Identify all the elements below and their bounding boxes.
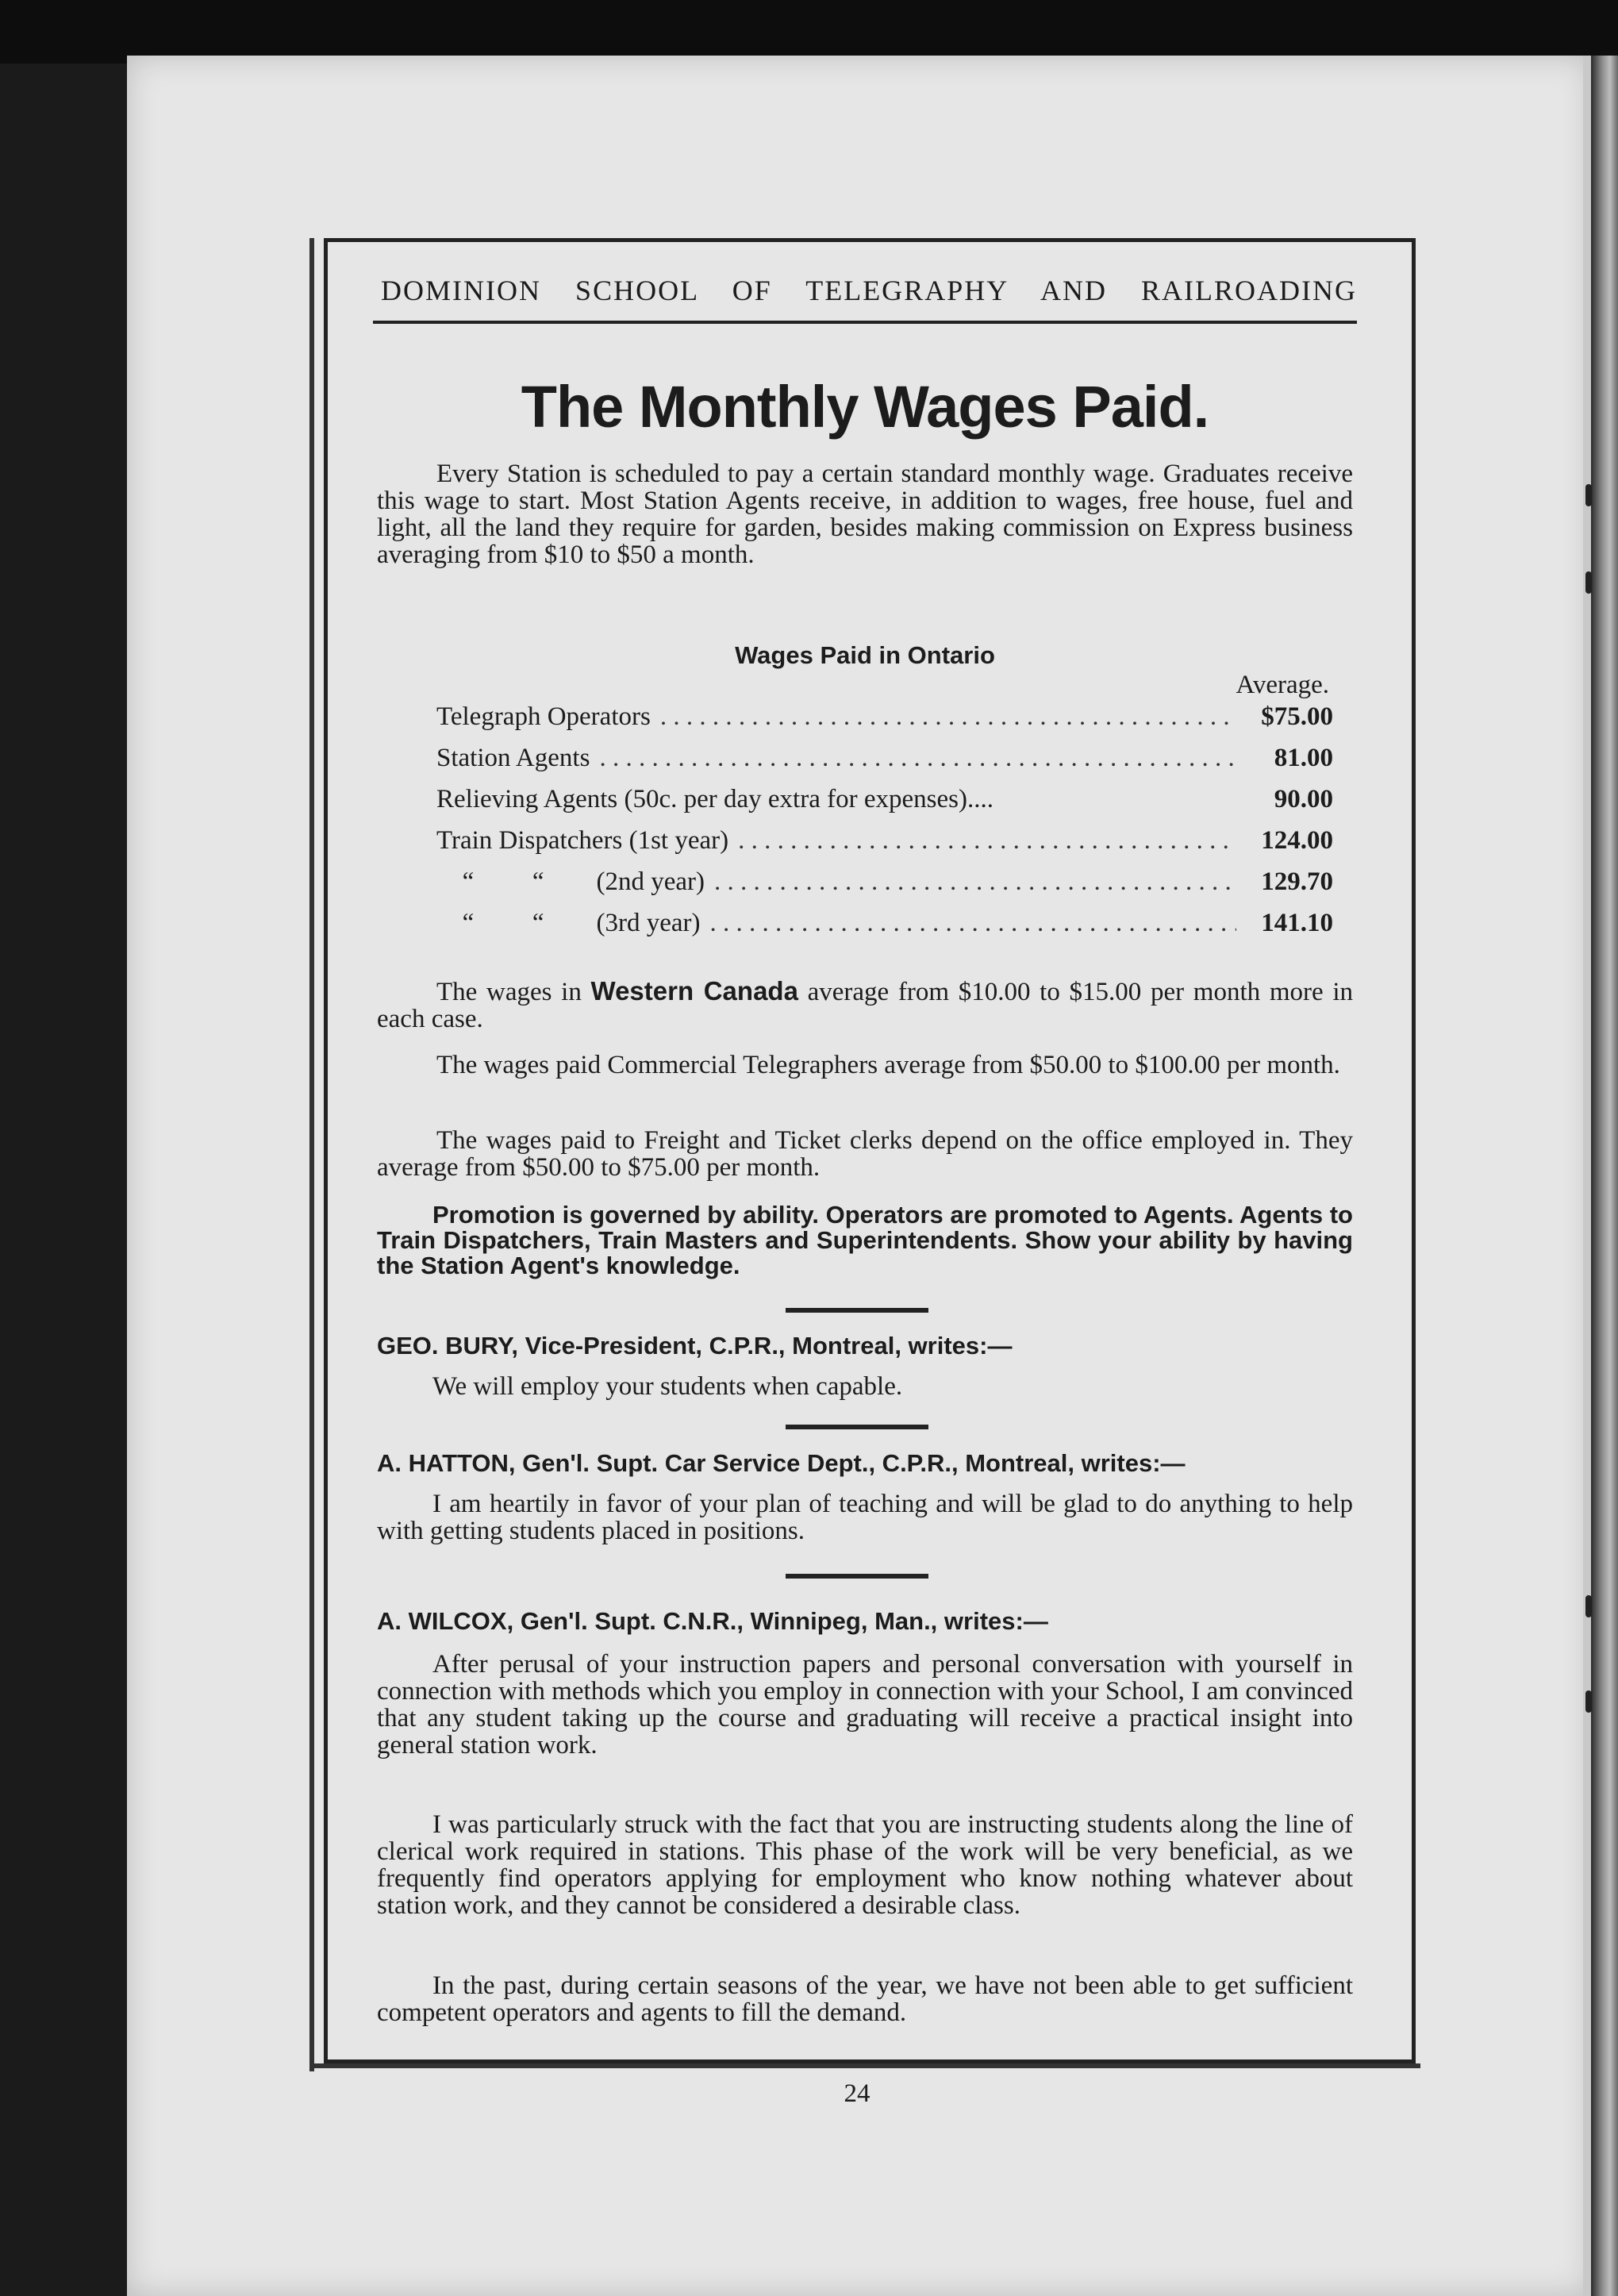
table-row (436, 826, 1333, 858)
row-value: 124.00 (1261, 826, 1333, 855)
leader-dots (710, 909, 1236, 938)
freight-paragraph: The wages paid to Freight and Ticket clerks depend on the office employed in. They average from $50.00 to $75.00 per month. (377, 1126, 1353, 1182)
header-rule (373, 321, 1357, 324)
row-value: 81.00 (1274, 744, 1333, 772)
row-label (436, 867, 705, 897)
testimonial-writer: A. HATTON, Gen'l. Supt. Car Service Dept., C.P.R., Montreal, writes:— (377, 1449, 1186, 1477)
table-row (436, 744, 1333, 775)
testimonial-writer: A. WILCOX, Gen'l. Supt. C.N.R., Winnipeg, Man., writes:— (377, 1607, 1048, 1635)
promotion-paragraph: Promotion is governed by ability. Operators are promoted to Agents. Agents to Train Dispatchers, Train Masters and Superintendents. Show your ability by having the Station Agent's knowledge. (377, 1201, 1353, 1279)
section-divider (786, 1574, 928, 1579)
scan-speck (1585, 571, 1592, 594)
page-header: DOMINION SCHOOL OF TELEGRAPHY AND RAILROADING (381, 275, 1357, 306)
commercial-paragraph: The wages paid Commercial Telegraphers average from $50.00 to $100.00 per month. (436, 1051, 1340, 1079)
row-value: 90.00 (1274, 785, 1333, 813)
table-row (436, 785, 1333, 817)
testimonial-text: I was particularly struck with the fact that you are instructing students along the line of clerical work required in stations. This phase of the work will be very beneficial, as we frequently find operators applying for employment who know nothing whatever about station work, and they cannot be considered a desirable class. (377, 1810, 1353, 1920)
testimonial-text: After perusal of your instruction papers and personal conversation with yourself in connection with methods which you employ in connection with your School, I am convinced that any student taking up the course and graduating will receive a practical insight into general station work. (377, 1650, 1353, 1759)
frame-shadow (309, 238, 314, 2071)
testimonial-text: We will employ your students when capable. (432, 1372, 903, 1401)
testimonial-text: In the past, during certain seasons of the year, we have not been able to get sufficient competent operators and agents to fill the demand. (377, 1971, 1353, 2027)
table-row (436, 702, 1333, 734)
section-divider (786, 1425, 928, 1429)
average-column-header: Average. (1236, 671, 1329, 699)
scan-speck (1585, 1595, 1592, 1617)
row-value: $75.00 (1261, 702, 1333, 731)
row-label: Train Dispatchers (1st year) (436, 826, 729, 855)
leader-dots (714, 867, 1236, 897)
frame-shadow (309, 2063, 1420, 2068)
scan-speck (1585, 484, 1592, 506)
western-canada-paragraph (377, 978, 1353, 1033)
western-canada-bold: Western Canada (590, 976, 798, 1006)
scan-speck (1585, 1690, 1592, 1713)
row-label (436, 909, 701, 938)
wages-table-title: Wages Paid in Ontario (735, 641, 995, 669)
western-text-before: The wages in (436, 978, 591, 1006)
page-edge (1583, 56, 1591, 2296)
scan-background-top (0, 0, 1618, 63)
row-value: 129.70 (1261, 867, 1333, 896)
page-number: 24 (844, 2079, 870, 2108)
page-title: The Monthly Wages Paid. (521, 374, 1209, 440)
testimonial-text: I am heartily in favor of your plan of teaching and will be glad to do anything to help with getting students placed in positions. (377, 1490, 1353, 1545)
table-row (436, 909, 1333, 940)
ditto-mark: “ (462, 867, 475, 896)
ditto-mark: “ (462, 909, 475, 937)
leader-dots (599, 744, 1236, 773)
ditto-mark: “ (532, 909, 544, 937)
row-label: Telegraph Operators (436, 702, 651, 731)
testimonial-writer: GEO. BURY, Vice-President, C.P.R., Montreal, writes:— (377, 1332, 1013, 1360)
table-row (436, 867, 1333, 899)
row-label-text: (2nd year) (596, 867, 705, 896)
leader-dots (738, 826, 1236, 856)
row-label-text: (3rd year) (596, 909, 701, 937)
row-label: Relieving Agents (50c. per day extra for expenses).... (436, 785, 993, 813)
section-divider (786, 1308, 928, 1313)
book-spine (1591, 56, 1618, 2296)
intro-paragraph: Every Station is scheduled to pay a certain standard monthly wage. Graduates receive this wage to start. Most Station Agents receive, in addition to wages, free house, fuel and light, all the land they require for garden, besides making commission on Express business averaging from $10 to $50 a month. (377, 460, 1353, 569)
ditto-mark: “ (532, 867, 544, 896)
row-label: Station Agents (436, 744, 590, 772)
leader-dots (660, 702, 1236, 732)
western-text-after: average from $10.00 to $15.00 per month more in each case. (377, 978, 1353, 1033)
row-value: 141.10 (1261, 909, 1333, 937)
